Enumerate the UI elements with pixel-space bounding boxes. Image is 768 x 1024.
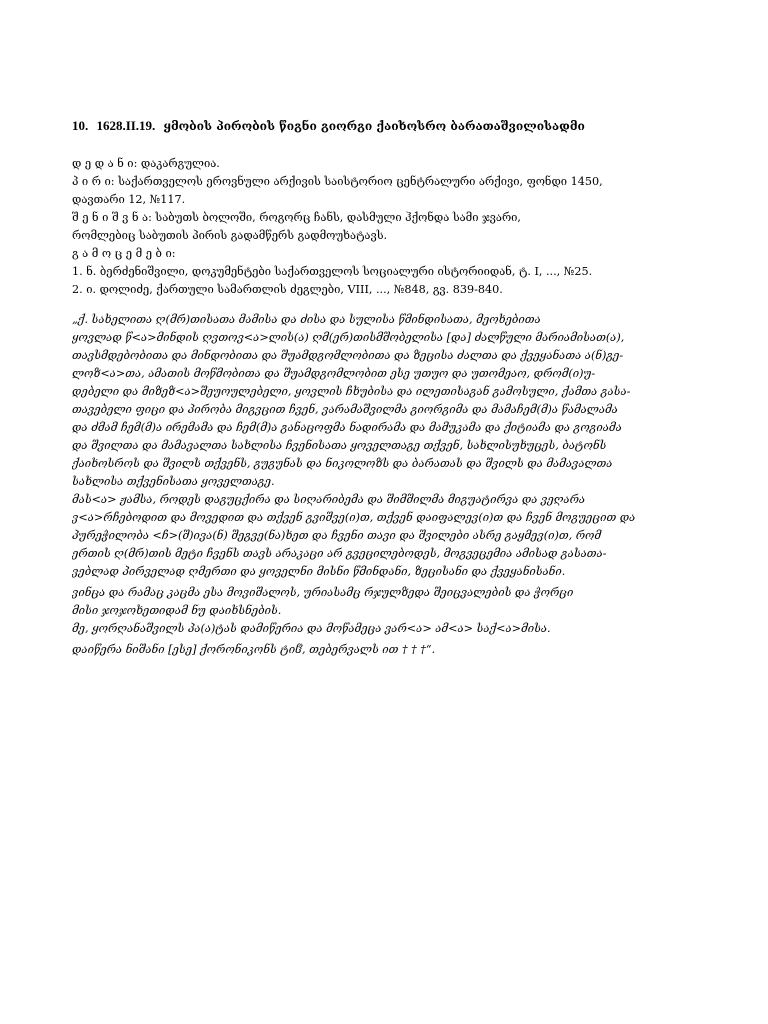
letter-line: მას<ა> ჟამსა, როდეს დაგუცქირა და სიღარიბემა და შიმშილმა მიგუატირვა და ვეღარა [72,493,586,506]
letter-line: დებელი და მიზეზ<ა>შეუოულებელი, ყოვლის ჩხუბისა და ილეთისაგან გამოსული, ქამთა გასა- [72,385,631,398]
letter-line: ვებლად პირველად ღმერთი და ყოველნი მისნი წმინდანი, ზეცისანი და ქვეყანისანი. [72,565,566,578]
letter-line: სახლისა თქვენისათა ყოველთაგე. [72,475,275,488]
meta-note-line: შ ე ნ ი შ ვ ნ ა: საბუთს ბოლოში, როგორც ჩანს, დასმული ჰქონდა სამი ჯვარი, [72,211,521,224]
title-text: ყმობის პირობის წიგნი გიორგი ქაიხოსრო ბარათაშვილისადმი [163,119,585,133]
meta-note-line-cont: რომლებიც საბუთის პირის გადამწერს გადმოუხატავს. [72,229,388,242]
letter-line: თავებელი ფიცი და პირობა მიგვცით ჩვენ, ვარამაშვილმა გიორგიმა და მამაჩემ(მ)ა წამალამა [72,403,618,416]
meta-publication-2: 2. ი. დოლიძე, ქართული სამართლის ძეგლები, VIII, ..., №848, გვ. 839-840. [72,283,503,296]
letter-text [72,311,708,659]
letter-line: თავსმდებობითა და მინდობითა და შუამდგომლობითა და ზეცისა ძალთა და ქვეყანათა ა(ნ)გე- [72,349,624,362]
letter-line: დაიწერა ნიშანი [ესე] ქორონიკონს ტიჱ, თებერვალს ით † † †“. [72,643,436,656]
meta-publications-heading: გ ა მ ო ც ე მ ე ბ ი: [72,247,176,260]
letter-line: ლოზ<ა>თა, ამათის მოწმობითა და შუამდგომლობით ესე უთუო და უთომეაო, დრომ(ი)უ- [72,367,596,380]
letter-line: და ძმამ ჩემ(მ)ა ირემამა და ჩემ(მ)ა განაცოფმა ნადირამა და მამუკამა და ქიტიამა და გოგიამა [72,421,622,434]
letter-line: „ქ. სახელითა ღ(მრ)თისათა მამისა და ძისა და სულისა წმინდისათა, მეოხებითა [72,313,541,326]
letter-line: ვ<ა>რჩებოდით და მოვედით და თქვენ გვიშვე(ი)თ, თქვენ დაიფალევ(ი)თ და ჩვენ მოგუეცით და [72,511,636,524]
letter-line: ვინცა და რამაც კაცმა ესა მოვიშალოს, ურიასამც რჯულზედა შეიცვალების და ჭორცი [72,586,574,599]
meta-publication-1: 1. ნ. ბერძენიშვილი, დოკუმენტები საქართველოს სოციალური ისტორიიდან, ტ. I, ..., №25. [72,265,593,278]
letter-line: ყოვლად წ<ა>მინდის ღვთოვ<ა>ლის(ა) ღმ(ერ)თისმშობელისა [და] ძალწული მარიამისათ(ა), [72,331,625,344]
title-date: 1628.II.19. [96,118,156,133]
document-title [72,118,708,134]
letter-line: და შვილთა და მამავალთა სახლისა ჩვენისათა ყოველთაგე თქვენ, სახლისუხუცეს, ბატონს [72,439,607,452]
letter-line: პურეჭილობა <ჩ>(შ)ივა(ნ) შეგვე(ნა)ხეთ და ჩვენი თავი და შვილები ასრე გაყმევ(ი)თ, რომ [72,529,602,542]
document-metadata [72,155,708,299]
meta-copy-line: პ ი რ ი: საქართველოს ეროვნული არქივის საისტორიო ცენტრალური არქივი, ფონდი 1450, [72,175,603,188]
document-page [72,118,708,659]
letter-line: ერთის ღ(მრ)თის მეტი ჩვენს თავს არაკაცი არ გვეცილებოდეს, მოგვეცემია ამისად გასათა- [72,547,607,560]
meta-original-line: დ ე დ ა ნ ი: დაკარგულია. [72,157,220,170]
letter-line: ქაიხოსროს და შვილს თქვენს, გუგუნას და ნიკოლოზს და ბარათას და შვილს და მამავალთა [72,457,613,470]
title-number: 10. [72,118,89,133]
letter-line: მე, ყორღანაშვილს პა(ა)ტას დამიწერია და მოწამეცა ვარ<ა> ამ<ა> საქ<ა>მისა. [72,622,551,635]
meta-copy-line-cont: დავთარი 12, №117. [72,193,186,206]
letter-line: მისი ჯოჯოხეთიდამ ნუ დაიხსნების. [72,604,282,617]
